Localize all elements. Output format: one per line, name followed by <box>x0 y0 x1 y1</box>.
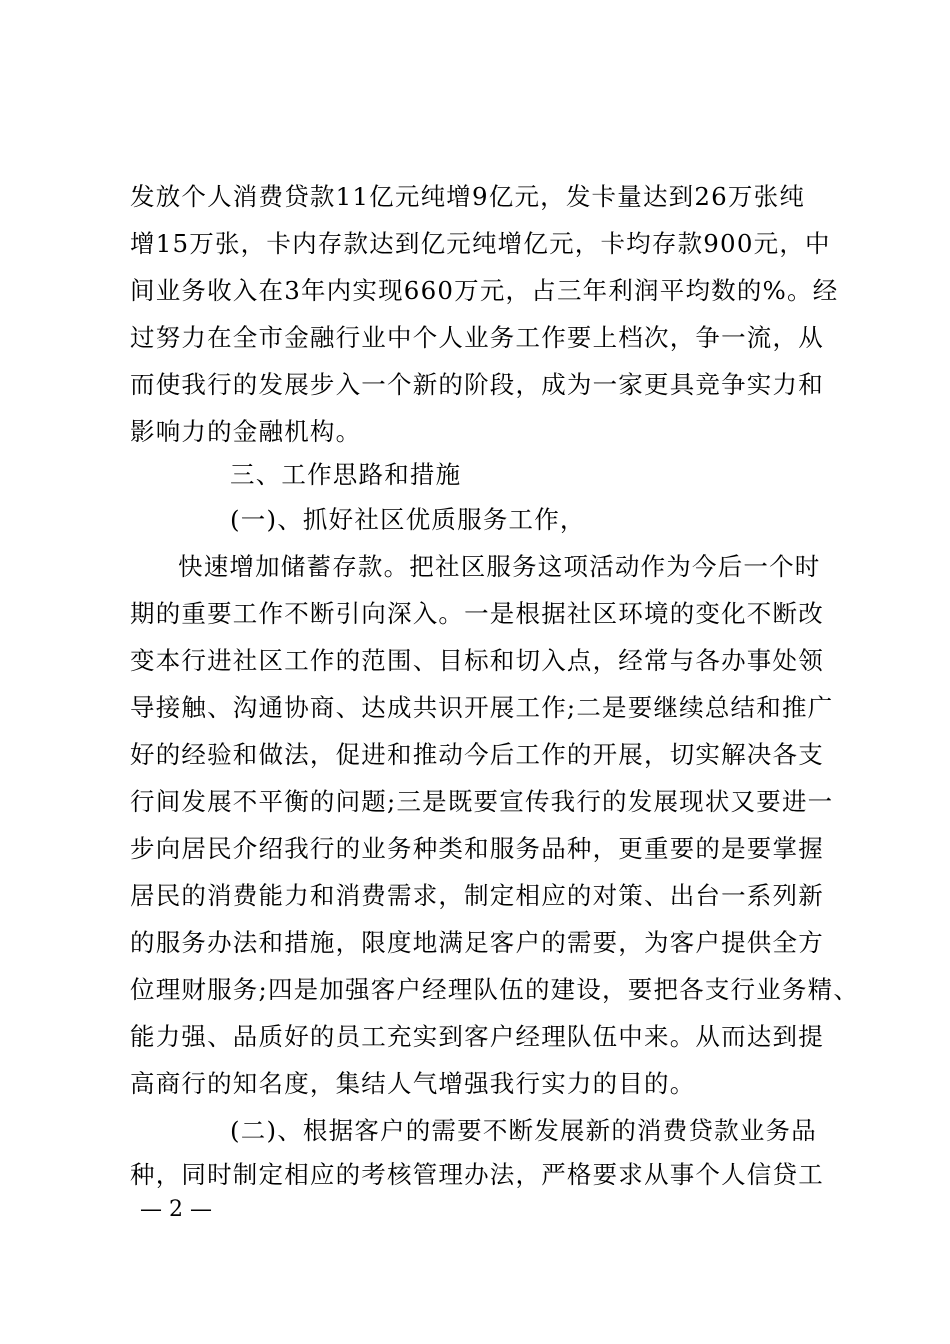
paragraph-line-2: 增15万张，卡内存款达到亿元纯增亿元，卡均存款900元，中 <box>130 229 831 258</box>
paragraph-line-6: 影响力的金融机构。 <box>130 417 362 446</box>
body-line-3: 变本行进社区工作的范围、目标和切入点，经常与各办事处领 <box>130 646 824 675</box>
body-line-12: 高商行的知名度，集结人气增强我行实力的目的。 <box>130 1069 696 1098</box>
body-line-11: 能力强、品质好的员工充实到客户经理队伍中来。从而达到提 <box>130 1022 824 1051</box>
body-line-7: 步向居民介绍我行的业务种类和服务品种，更重要的是要掌握 <box>130 834 824 863</box>
paragraph-line-3: 间业务收入在3年内实现660万元，占三年利润平均数的%。经 <box>130 276 839 305</box>
body-line-4: 导接触、沟通协商、达成共识开展工作;二是要继续总结和推广 <box>130 693 834 722</box>
body-line-10: 位理财服务;四是加强客户经理队伍的建设，要把各支行业务精、 <box>130 975 860 1004</box>
paragraph-line-4: 过努力在全市金融行业中个人业务工作要上档次，争一流，从 <box>130 323 824 352</box>
body-line-2: 期的重要工作不断引向深入。一是根据社区环境的变化不断改 <box>130 599 824 628</box>
body-line-8: 居民的消费能力和消费需求，制定相应的对策、出台一系列新 <box>130 881 824 910</box>
body-line-5: 好的经验和做法，促进和推动今后工作的开展，切实解决各支 <box>130 740 824 769</box>
section-heading: 三、工作思路和措施 <box>230 460 462 489</box>
subheading-two-line-1: (二)、根据客户的需要不断发展新的消费贷款业务品 <box>230 1116 817 1145</box>
body-line-6: 行间发展不平衡的问题;三是既要宣传我行的发展现状又要进一 <box>130 787 834 816</box>
subheading-one: (一)、抓好社区优质服务工作， <box>230 505 586 534</box>
page-number: — 2 — <box>140 1197 212 1222</box>
subheading-two-line-2: 种，同时制定相应的考核管理办法，严格要求从事个人信贷工 <box>130 1160 824 1189</box>
paragraph-line-1: 发放个人消费贷款11亿元纯增9亿元，发卡量达到26万张纯 <box>130 182 806 211</box>
body-line-9: 的服务办法和措施，限度地满足客户的需要，为客户提供全方 <box>130 928 824 957</box>
paragraph-line-5: 而使我行的发展步入一个新的阶段，成为一家更具竞争实力和 <box>130 370 824 399</box>
body-line-1: 快速增加储蓄存款。把社区服务这项活动作为今后一个时 <box>178 552 821 581</box>
